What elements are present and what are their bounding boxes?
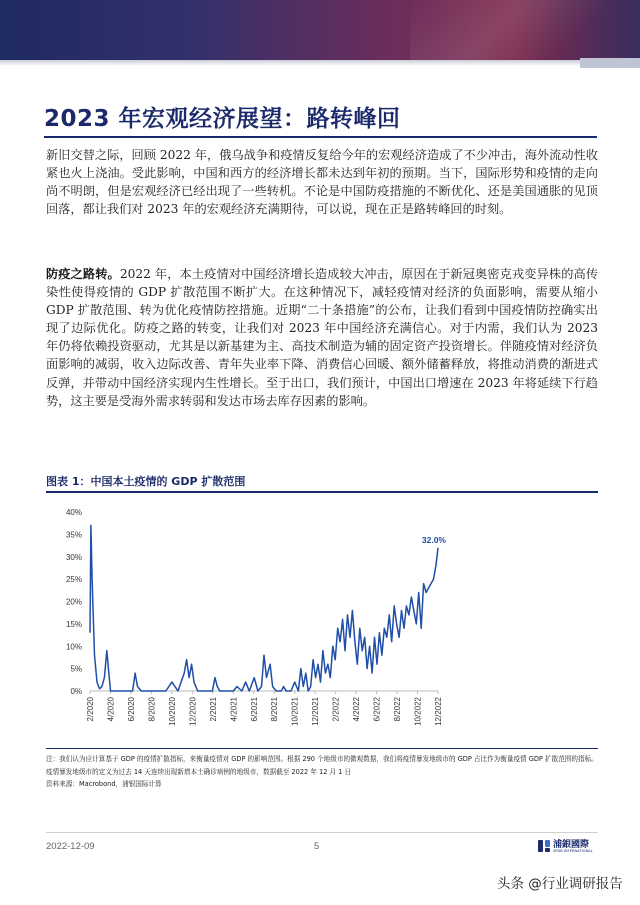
x-tick-label: 2/2021 [208,697,218,722]
footer-date: 2022-12-09 [46,841,95,852]
title-divider [44,136,597,138]
x-tick-label: 12/2022 [434,697,443,726]
x-tick-label: 6/2020 [126,697,136,722]
paragraph-body: 2022 年，本土疫情对中国经济增长造成较大冲击，原因在于新冠奥密克戎变异株的高传染性使得疫情的 GDP 扩散范围不断扩大。在这种情况下，减轻疫情对经济的负面影响，需要从缩小 GDP 扩散范围、转为优化疫情防控措施。近期“二十条措施”的公布，让我们看到中国疫情防控确实出现了边际优化。防疫之路的转变，让我们对 2023 年中国经济充满信心。对于内需，我们认为 2023 年仍将依赖投资驱动，尤其是以新基建为主、高技术制造为辅的固定资产投资增长。伴随疫情对经济负面影响的减弱，收入边际改善、青年失业率下降、消费信心回暖、额外储蓄释放，将推动消费的渐进式反弹，并带动中国经济实现内生性增长。至于出口，我们预计，中国出口增速在 2023 年将延续下行趋势，这主要是受海外需求转弱和发达市场去库存因素的影响。 [46,267,599,408]
y-tick-label: 35% [65,530,82,540]
watermark: 头条 @行业调研报告 [497,876,623,892]
y-tick-label: 40% [65,508,82,517]
x-tick-label: 8/2022 [393,697,403,722]
page-number: 5 [314,841,320,852]
x-tick-label: 10/2020 [167,697,177,726]
x-tick-label: 2/2022 [331,697,341,722]
x-tick-label: 12/2021 [311,697,321,726]
epidemic-paragraph [46,265,598,410]
series-line [90,525,438,691]
x-tick-label: 10/2021 [290,697,300,726]
y-axis-labels [66,508,82,696]
y-tick-label: 0% [70,687,82,696]
x-tick-label: 12/2020 [188,697,198,726]
logo-subtext: SPDB INTERNATIONAL [553,849,593,853]
banner-tail [580,58,640,68]
y-tick-label: 10% [65,642,82,652]
x-tick-label: 10/2022 [413,697,423,726]
page-title: 2023 年宏观经济展望：路转峰回 [44,106,401,132]
footer-divider [46,832,598,833]
x-axis-labels [86,691,443,726]
x-tick-label: 6/2021 [249,697,259,722]
paragraph-lead: 防疫之路转。 [46,267,120,281]
figure-title: 图表 1：中国本土疫情的 GDP 扩散范围 [46,475,246,488]
figure-source: 资料来源：Macrobond，浦银国际计算 [46,780,162,789]
logo-mark-icon [537,839,551,853]
chart-bottom-divider [46,748,598,749]
y-tick-label: 5% [70,664,82,674]
y-tick-label: 20% [65,597,82,607]
x-tick-label: 6/2022 [372,697,382,722]
header-banner [0,0,640,60]
x-tick-label: 4/2022 [352,697,362,722]
x-tick-label: 8/2021 [270,697,280,722]
gdp-spread-chart [46,498,598,744]
banner-shadow [0,60,640,66]
x-tick-label: 2/2020 [86,697,95,722]
x-tick-label: 4/2020 [106,697,116,722]
company-logo [537,837,599,857]
figure-note: 注：我们认为应计算基于 GDP 的疫情扩散指标，来衡量疫情对 GDP 的影响范围。根据 290 个地级市的微观数据，我们将疫情暴发地级市的 GDP 占比作为衡量疫情 GDP 扩散范围的指标。疫情暴发地级市的定义为过去 14 天连续出现新增本土确诊病例的地级市，数据截至 2022 年 12 月 1 日 [46,755,598,776]
y-tick-label: 15% [65,619,82,629]
intro-paragraph: 新旧交替之际，回顾 2022 年，俄乌战争和疫情反复给今年的宏观经济造成了不少冲击，海外流动性收紧也火上浇油。受此影响，中国和西方的经济增长都未达到年初的预期。当下，国际形势和疫情的走向尚不明朗，但是宏观经济已经出现了一些转机。不论是中国防疫措施的不断优化、还是美国通胀的见顶回落，都让我们对 2023 年的宏观经济充满期待，可以说，现在正是路转峰回的时刻。 [46,148,598,217]
figure-notes [46,753,598,791]
banner-decoration [410,0,640,60]
y-tick-label: 30% [65,552,82,562]
end-value-label: 32.0% [421,534,446,545]
figure-divider [46,491,598,493]
x-tick-label: 8/2020 [147,697,157,722]
x-tick-label: 4/2021 [229,697,239,722]
logo-text: 浦銀國際 [553,840,590,850]
y-tick-label: 25% [65,575,82,585]
